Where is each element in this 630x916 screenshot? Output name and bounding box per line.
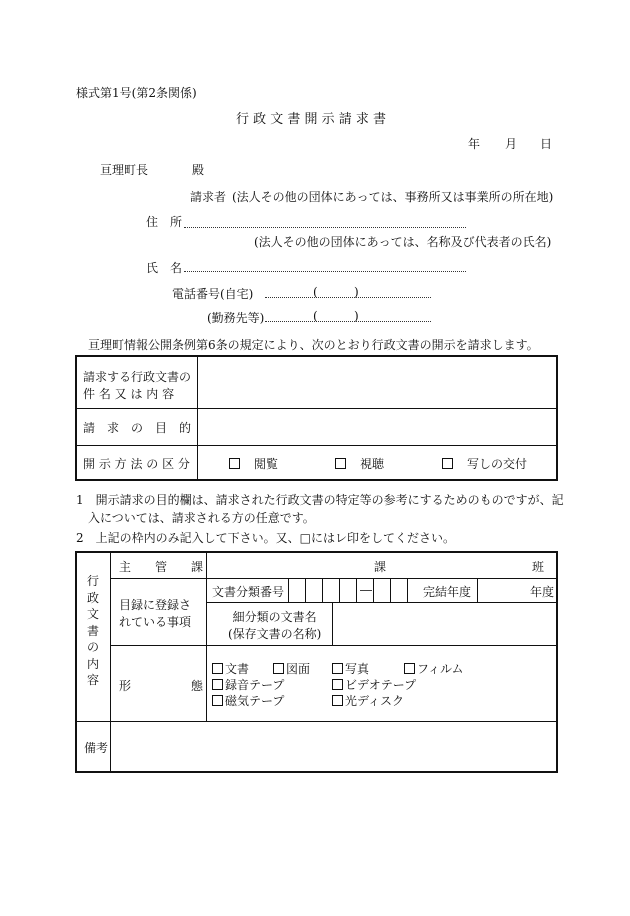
completion-year-label: 完結年度 (423, 585, 472, 599)
checkbox-icon[interactable] (273, 663, 284, 674)
addressee: 亘理町長 (100, 163, 149, 177)
checkbox-icon[interactable] (332, 663, 343, 674)
paren-open-icon: ( (313, 285, 318, 299)
detail-label: 細分類の文書名 (保存文書の名称) (228, 610, 322, 641)
paren-open-icon: ( (313, 309, 318, 323)
page-title: 行 政 文 書 開 示 請 求 書 (236, 112, 387, 127)
note-1-cont: 入については、請求される方の任意です。 (88, 511, 315, 525)
address-label: 住 所 (146, 215, 183, 229)
document-name-field[interactable] (204, 359, 554, 405)
ka-label: 課 (374, 560, 387, 574)
document-info-table (75, 551, 558, 773)
option-view[interactable]: 閲覧 (229, 455, 278, 472)
checkbox-icon[interactable] (212, 695, 223, 706)
form-number: 様式第1号(第2条関係) (76, 86, 197, 100)
checkbox-icon[interactable] (442, 458, 453, 469)
phone-work-field[interactable] (265, 321, 431, 322)
option-listen[interactable]: 視聴 (335, 455, 384, 472)
paren-close-icon: ) (354, 285, 359, 299)
requester-address-note: (法人その他の団体にあっては、事務所又は事業所の所在地) (232, 190, 554, 204)
format-document[interactable]: 文書 (212, 660, 249, 677)
checkbox-icon[interactable] (212, 679, 223, 690)
date-month: 月 (505, 137, 518, 151)
side-label: 行 政 文 書 の 内 容 (87, 574, 100, 687)
format-video-tape[interactable]: ビデオテープ (332, 676, 416, 693)
name-label: 氏 名 (146, 261, 183, 275)
name-field[interactable] (184, 271, 466, 272)
requester-name-note: (法人その他の団体にあっては、名称及び代表者の氏名) (254, 235, 552, 249)
purpose-field[interactable] (204, 411, 554, 443)
checkbox-icon[interactable] (212, 663, 223, 674)
checkbox-icon[interactable] (335, 458, 346, 469)
phone-home-field[interactable] (265, 297, 431, 298)
classification-label: 文書分類番号 (212, 585, 285, 599)
remarks-field[interactable] (115, 725, 552, 769)
format-drawing[interactable]: 図面 (273, 660, 310, 677)
han-label: 班 (532, 560, 545, 574)
requester-label: 請求者 (190, 190, 227, 204)
note-1: 1 開示請求の目的欄は、請求された行政文書の特定等の参考にするためのものですが、記 (76, 493, 564, 507)
phone-home-label: 電話番号(自宅) (172, 287, 254, 301)
catalog-label: 目録に登録さ れている事項 (119, 598, 192, 629)
format-optical-disc[interactable]: 光ディスク (332, 692, 404, 709)
date-day: 日 (540, 137, 553, 151)
remarks-label: 備考 (84, 741, 109, 755)
phone-work-label: (勤務先等) (207, 311, 265, 325)
checkbox-icon[interactable] (229, 458, 240, 469)
detail-field[interactable] (337, 605, 552, 642)
format-audio-tape[interactable]: 録音テープ (212, 676, 284, 693)
dash-icon: ― (360, 583, 372, 597)
note-2: 2 上記の枠内のみ記入して下さい。又、□にはレ印をしてください。 (76, 531, 455, 545)
request-table (75, 355, 558, 481)
intro-text: 亘理町情報公開条例第6条の規定により、次のとおり行政文書の開示を請求します。 (88, 338, 539, 352)
checkbox-icon[interactable] (332, 679, 343, 690)
document-name-label: 請求する行政文書の 件 名 又 は 内 容 (83, 370, 192, 401)
address-field[interactable] (184, 227, 466, 228)
department-label: 主 管 課 (119, 560, 204, 574)
date-year: 年 (468, 137, 481, 151)
paren-close-icon: ) (354, 309, 359, 323)
format-film[interactable]: フィルム (404, 660, 464, 677)
format-label: 形 態 (119, 679, 204, 693)
format-photo[interactable]: 写真 (332, 660, 369, 677)
purpose-label: 請 求 の 目 的 (83, 421, 192, 435)
format-magnetic-tape[interactable]: 磁気テープ (212, 692, 284, 709)
addressee-honorific: 殿 (192, 163, 205, 177)
disclosure-method-label: 開 示 方 法 の 区 分 (83, 457, 190, 471)
option-copy[interactable]: 写しの交付 (442, 455, 527, 472)
checkbox-icon[interactable] (332, 695, 343, 706)
fiscal-year-label: 年度 (530, 585, 555, 599)
checkbox-icon[interactable] (404, 663, 415, 674)
